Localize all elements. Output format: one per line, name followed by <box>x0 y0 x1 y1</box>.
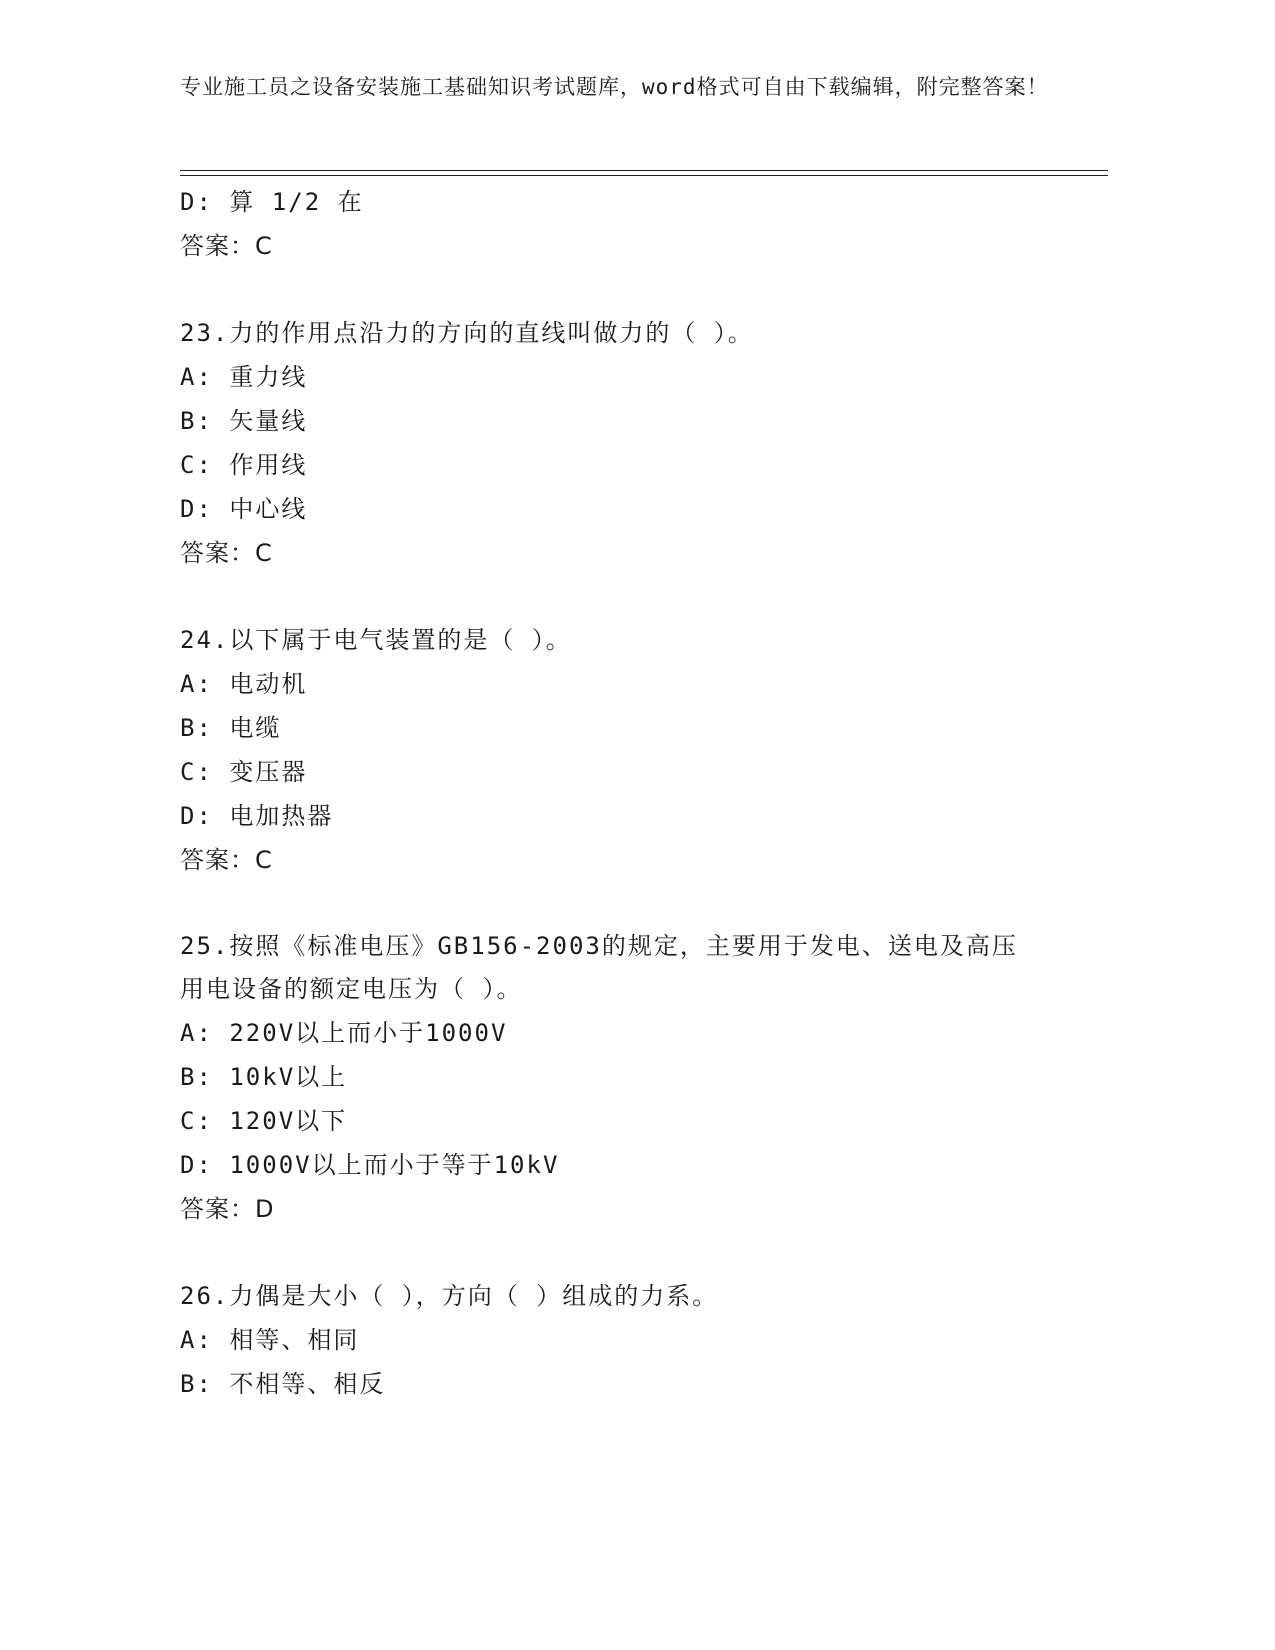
option-b: B: 矢量线 <box>180 407 308 435</box>
option-a: A: 电动机 <box>180 670 308 698</box>
option-d: D: 电加热器 <box>180 802 334 830</box>
question-stem: 24.以下属于电气装置的是（ ）。 <box>180 626 572 654</box>
option-c: C: 120V以下 <box>180 1107 348 1135</box>
question-25 <box>180 925 1080 1231</box>
question-stem: 26.力偶是大小（ ），方向（ ）组成的力系。 <box>180 1282 719 1310</box>
question-24 <box>180 618 1080 882</box>
question-stem: 25.按照《标准电压》GB156-2003的规定，主要用于发电、送电及高压用电设备的额定电压为（ ）。 <box>180 932 1018 1003</box>
answer-line: 答案：D <box>180 1195 275 1223</box>
option-b: B: 不相等、相反 <box>180 1370 386 1398</box>
option-a: A: 重力线 <box>180 363 308 391</box>
option-c: C: 作用线 <box>180 451 308 479</box>
question-stem: 23.力的作用点沿力的方向的直线叫做力的（ ）。 <box>180 319 754 347</box>
header-divider-bottom <box>180 175 1108 176</box>
question-26 <box>180 1274 1080 1406</box>
option-a: A: 220V以上而小于1000V <box>180 1019 508 1047</box>
answer-line: 答案：C <box>180 846 273 874</box>
option-d: D: 算 1/2 在 <box>180 188 364 216</box>
question-23 <box>180 311 1080 575</box>
answer-line: 答案：C <box>180 232 273 260</box>
option-b: B: 10kV以上 <box>180 1063 348 1091</box>
option-d: D: 中心线 <box>180 495 308 523</box>
question-list <box>180 180 1080 1406</box>
document-title: 专业施工员之设备安装施工基础知识考试题库，word格式可自由下载编辑，附完整答案！ <box>180 75 1049 99</box>
carryover-question <box>180 180 1080 268</box>
option-a: A: 相等、相同 <box>180 1326 360 1354</box>
option-c: C: 变压器 <box>180 758 308 786</box>
answer-line: 答案：C <box>180 539 273 567</box>
header-divider-top <box>180 170 1108 171</box>
option-d: D: 1000V以上而小于等于10kV <box>180 1151 560 1179</box>
document-header <box>180 72 1050 103</box>
option-b: B: 电缆 <box>180 714 282 742</box>
